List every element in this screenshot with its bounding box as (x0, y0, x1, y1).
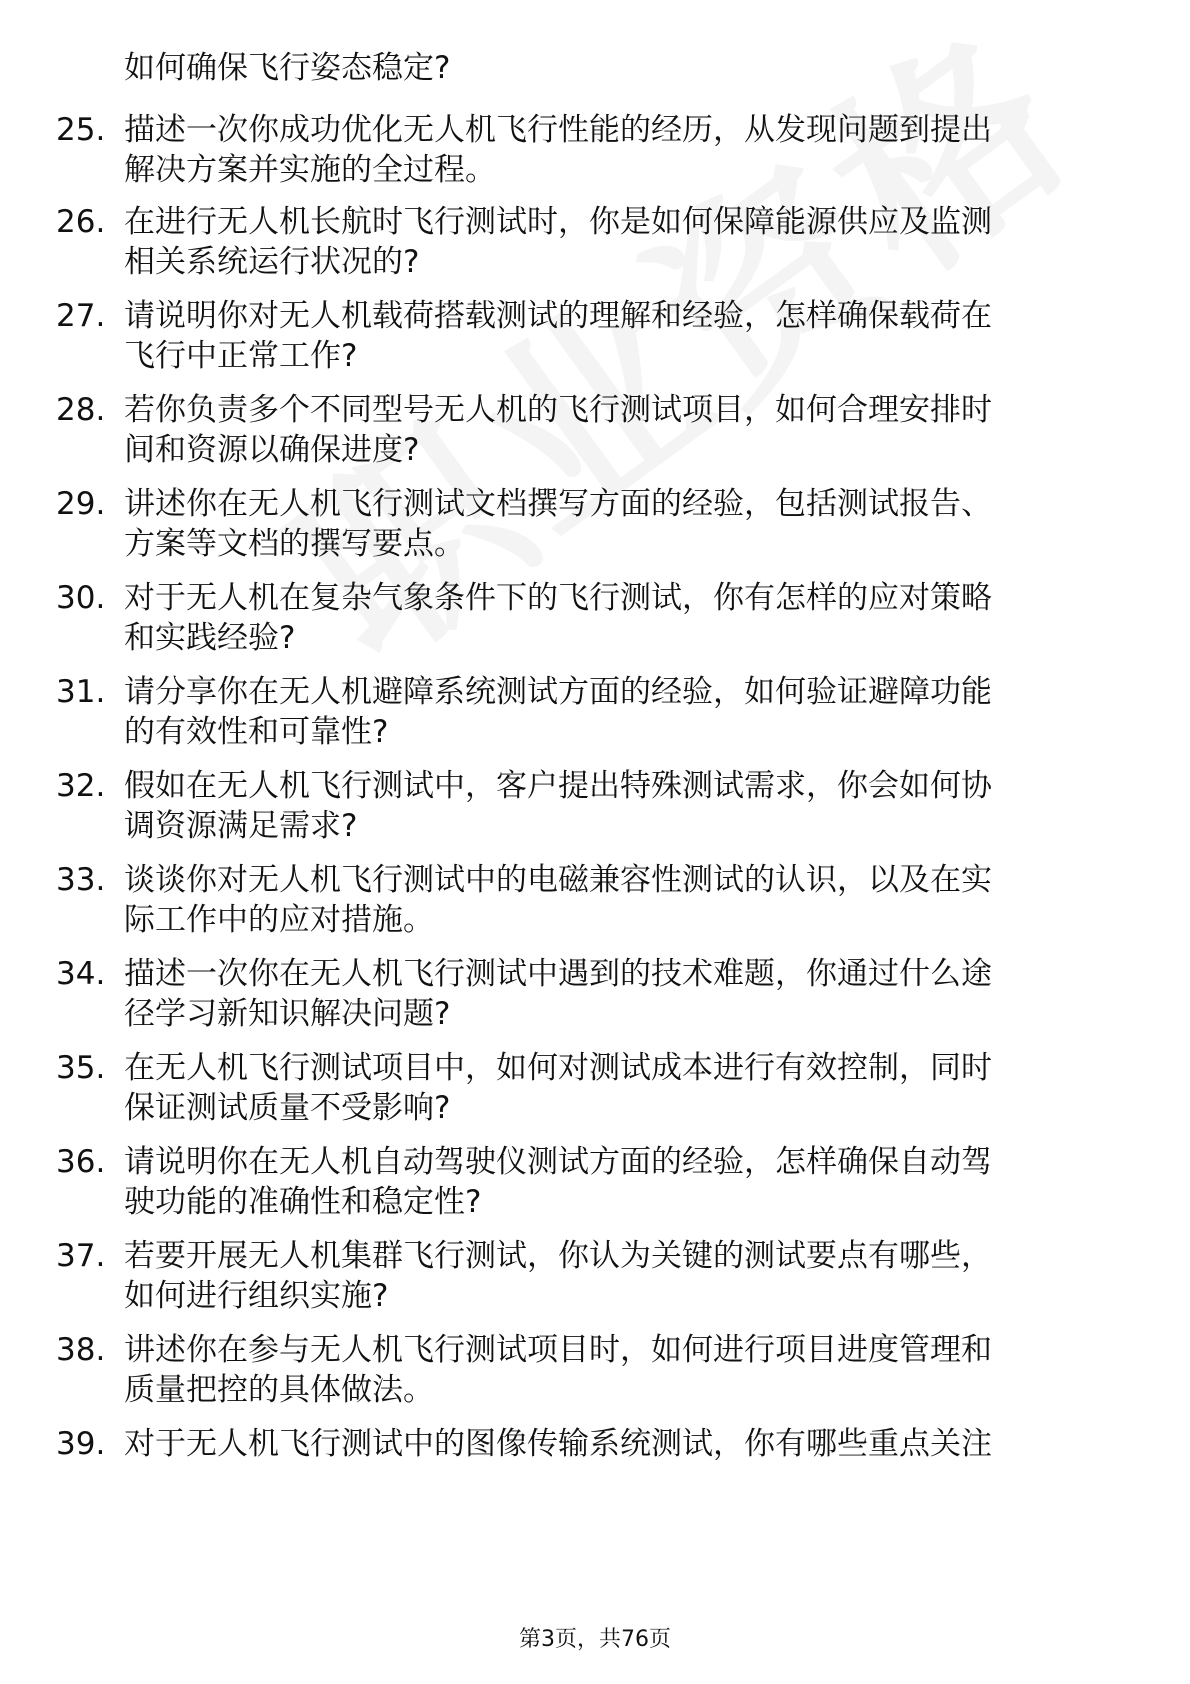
question-text-line2: 的有效性和可靠性? (124, 714, 389, 750)
question-text-line1: 若你负责多个不同型号无人机的飞行测试项目，如何合理安排时 (124, 392, 992, 428)
question-number: 27. (56, 298, 106, 334)
question-number: 35. (56, 1050, 106, 1086)
carry-over-line: 如何确保飞行姿态稳定? (124, 50, 451, 86)
list-item-q38 (0, 1330, 1190, 1414)
list-item-q26 (0, 202, 1190, 286)
list-item-q35 (0, 1048, 1190, 1132)
list-item-q30 (0, 578, 1190, 662)
question-text-line1: 在无人机飞行测试项目中，如何对测试成本进行有效控制，同时 (124, 1050, 992, 1086)
list-item-q36 (0, 1142, 1190, 1226)
list-item-q34 (0, 954, 1190, 1038)
question-text-line2: 如何进行组织实施? (124, 1278, 389, 1314)
question-text-line1: 讲述你在参与无人机飞行测试项目时，如何进行项目进度管理和 (124, 1332, 992, 1368)
question-number: 26. (56, 204, 106, 240)
question-text-line2: 际工作中的应对措施。 (124, 902, 434, 938)
question-text-line1: 谈谈你对无人机飞行测试中的电磁兼容性测试的认识，以及在实 (124, 862, 992, 898)
question-number: 30. (56, 580, 106, 616)
question-text-line2: 间和资源以确保进度? (124, 432, 420, 468)
question-number: 33. (56, 862, 106, 898)
question-text-line1: 对于无人机飞行测试中的图像传输系统测试，你有哪些重点关注 (124, 1426, 992, 1462)
list-item-q27 (0, 296, 1190, 380)
question-text-line1: 请分享你在无人机避障系统测试方面的经验，如何验证避障功能 (124, 674, 992, 710)
list-item-q37 (0, 1236, 1190, 1320)
list-item-q31 (0, 672, 1190, 756)
list-item-q39 (0, 1424, 1190, 1508)
question-number: 34. (56, 956, 106, 992)
question-text-line2: 驶功能的准确性和稳定性? (124, 1184, 482, 1220)
question-number: 36. (56, 1144, 106, 1180)
question-number: 37. (56, 1238, 106, 1274)
question-text-line2: 方案等文档的撰写要点。 (124, 526, 465, 562)
question-text-line2: 径学习新知识解决问题? (124, 996, 451, 1032)
question-text-line1: 对于无人机在复杂气象条件下的飞行测试，你有怎样的应对策略 (124, 580, 992, 616)
list-item-q32 (0, 766, 1190, 850)
question-number: 38. (56, 1332, 106, 1368)
question-text-line2: 调资源满足需求? (124, 808, 358, 844)
question-text-line1: 若要开展无人机集群飞行测试，你认为关键的测试要点有哪些， (124, 1238, 992, 1274)
question-text-line2: 飞行中正常工作? (124, 338, 358, 374)
question-number: 25. (56, 112, 106, 148)
question-text-line2: 相关系统运行状况的? (124, 244, 420, 280)
question-text-line1: 假如在无人机飞行测试中，客户提出特殊测试需求，你会如何协 (124, 768, 992, 804)
question-text-line1: 请说明你对无人机载荷搭载测试的理解和经验，怎样确保载荷在 (124, 298, 992, 334)
question-text-line1: 描述一次你成功优化无人机飞行性能的经历，从发现问题到提出 (124, 112, 992, 148)
question-text-line2: 保证测试质量不受影响? (124, 1090, 451, 1126)
question-text-line1: 请说明你在无人机自动驾驶仪测试方面的经验，怎样确保自动驾 (124, 1144, 992, 1180)
question-text-line2: 和实践经验? (124, 620, 296, 656)
question-number: 39. (56, 1426, 106, 1462)
list-item-q33 (0, 860, 1190, 944)
list-item-q29 (0, 484, 1190, 568)
list-item-q25 (0, 110, 1190, 194)
question-text-line2: 解决方案并实施的全过程。 (124, 152, 496, 188)
question-text-line1: 讲述你在无人机飞行测试文档撰写方面的经验，包括测试报告、 (124, 486, 992, 522)
question-text-line2: 质量把控的具体做法。 (124, 1372, 434, 1408)
question-number: 32. (56, 768, 106, 804)
question-text-line1: 在进行无人机长航时飞行测试时，你是如何保障能源供应及监测 (124, 204, 992, 240)
question-number: 28. (56, 392, 106, 428)
list-item-q28 (0, 390, 1190, 474)
question-number: 31. (56, 674, 106, 710)
page-footer: 第3页，共76页 (519, 1627, 671, 1652)
question-number: 29. (56, 486, 106, 522)
question-text-line1: 描述一次你在无人机飞行测试中遇到的技术难题，你通过什么途 (124, 956, 992, 992)
